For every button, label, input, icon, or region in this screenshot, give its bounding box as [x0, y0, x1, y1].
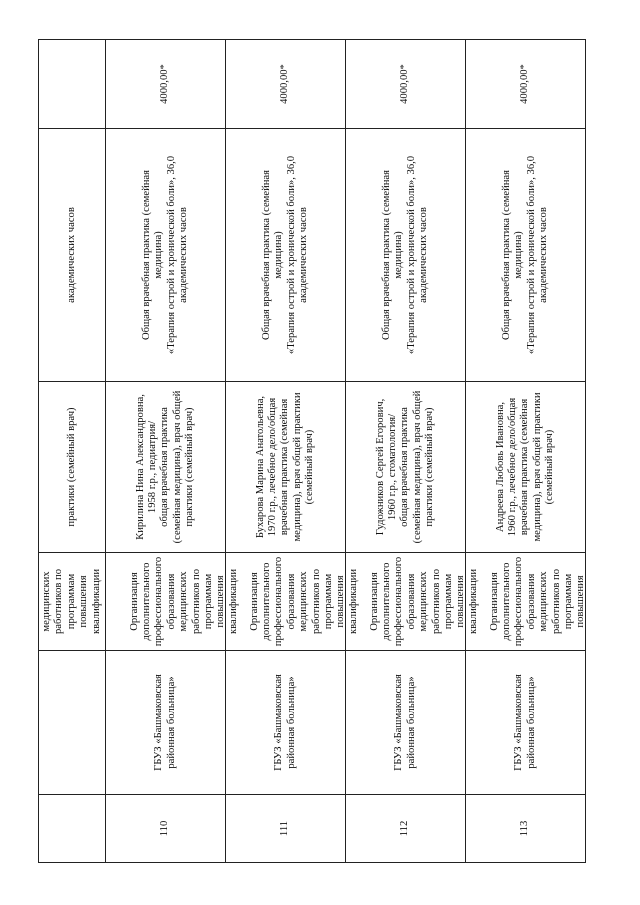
cont-specialist-text: практики (семейный врач) [65, 407, 77, 527]
specialist-line: врачебная практика (семейная [519, 398, 531, 536]
organization-line: работников по [550, 568, 562, 635]
organization-line: медицинских [298, 571, 310, 632]
organization-line: медицинских [418, 571, 430, 632]
organization-line: повышения [215, 575, 227, 628]
program-line: медицина) [513, 231, 525, 279]
specialist-line: общая врачебная практика [399, 407, 411, 527]
organization-line: повышения [335, 575, 347, 628]
organization-line: дополнительного [260, 562, 272, 641]
organization-text [128, 556, 239, 647]
organization-line: работников по [310, 568, 322, 635]
organization-text [248, 556, 359, 647]
organization-line: программам [202, 573, 214, 630]
organization-text [488, 556, 587, 647]
price-cell [226, 40, 346, 129]
cont-org-text [41, 556, 103, 647]
specialist-line: 1960 г.р., стоматология/ [386, 413, 398, 521]
program-cell [106, 129, 226, 382]
row-number-cell [466, 795, 586, 863]
row-number-cell [346, 795, 466, 863]
program-line: академических часов [537, 207, 549, 303]
specialist-line: Кирилина Нина Александровна, [134, 394, 146, 540]
cont-org-line: работников по [53, 568, 65, 635]
hospital-cell [466, 651, 586, 795]
program-cell [466, 129, 586, 382]
specialist-cell [106, 382, 226, 553]
table-row [106, 40, 226, 863]
row-number: 113 [519, 820, 531, 837]
organization-cell [106, 553, 239, 651]
hospital-name: ГБУЗ «Башмаковская районная больница» [153, 674, 177, 771]
cont-hospital-cell [39, 651, 106, 795]
specialist-cell [226, 382, 346, 553]
cont-org-line: медицинских [41, 571, 52, 632]
specialist-line: Андреева Любовь Ивановна, [494, 401, 506, 533]
specialist-line: 1960 г.р., лечебное дело/общая [506, 397, 518, 537]
organization-line: квалификации [467, 569, 479, 634]
specialist-line: медицина), врач общей практики [291, 392, 303, 542]
training-table [38, 39, 586, 863]
program-line: Общая врачебная практика (семейная [380, 170, 392, 341]
program-line: медицина) [153, 231, 165, 279]
organization-line: медицинских [178, 571, 190, 632]
program-line: медицина) [273, 231, 285, 279]
row-number: 112 [399, 820, 411, 837]
row-number: 111 [279, 820, 291, 837]
specialist-line: (семейная медицина), врач общей [171, 390, 183, 544]
specialist-line: 1970 г.р., лечебное дело/общая [266, 397, 278, 537]
organization-line: программам [442, 573, 454, 630]
specialist-cell [346, 382, 466, 553]
organization-line: повышения [455, 575, 467, 628]
organization-line: медицинских [538, 571, 550, 632]
hospital-name: ГБУЗ «Башмаковская районная больница» [393, 674, 417, 771]
organization-line: профессионального [513, 556, 525, 647]
hospital-cell [346, 651, 466, 795]
organization-line: профессионального [153, 556, 165, 647]
organization-line: работников по [190, 568, 202, 635]
organization-cell [226, 553, 359, 651]
organization-line: дополнительного [380, 562, 392, 641]
rotated-table-container [38, 40, 586, 863]
row-number: 110 [159, 820, 171, 837]
organization-line: образования [165, 573, 177, 630]
hospital-name: ГБУЗ «Башмаковская районная больница» [513, 674, 537, 771]
row-number-cell [226, 795, 346, 863]
cont-specialist-cell [39, 382, 106, 553]
cont-program-text: академических часов [65, 207, 77, 303]
hospital-name: ГБУЗ «Башмаковская районная больница» [273, 674, 297, 771]
cont-num-cell [39, 795, 106, 863]
price-cell [466, 40, 586, 129]
specialist-line: (семейная медицина), врач общей [411, 390, 423, 544]
cont-org-line: программам [65, 573, 77, 630]
specialist-line: Гудожников Сергей Егорович, [374, 398, 386, 536]
specialist-line: (семейный врач) [304, 429, 316, 505]
organization-line: программам [322, 573, 334, 630]
specialist-line: общая врачебная практика [159, 407, 171, 527]
price-value: 4000,00* [159, 64, 171, 104]
price-cell [346, 40, 466, 129]
cont-price-cell [39, 40, 106, 129]
price-value: 4000,00* [399, 64, 411, 104]
specialist-line: 1958 г.р., педиатрия/ [146, 420, 158, 514]
specialist-line: практики (семейный врач) [424, 407, 436, 527]
organization-line: профессионального [393, 556, 405, 647]
row-number-cell [106, 795, 226, 863]
program-line: «Терапия острой и хронической боли», 36,0 [165, 155, 177, 355]
price-value: 4000,00* [279, 64, 291, 104]
organization-line: образования [405, 573, 417, 630]
organization-line: повышения [575, 575, 587, 628]
program-cell [346, 129, 466, 382]
organization-line: дополнительного [500, 562, 512, 641]
organization-line: образования [285, 573, 297, 630]
cont-org-cell [39, 553, 106, 651]
program-cell [226, 129, 346, 382]
organization-text [368, 556, 479, 647]
organization-line: образования [525, 573, 537, 630]
hospital-cell [106, 651, 226, 795]
program-line: Общая врачебная практика (семейная [140, 170, 152, 341]
cont-org-line: квалификации [90, 569, 102, 634]
price-value: 4000,00* [519, 64, 531, 104]
specialist-line: врачебная практика (семейная [279, 398, 291, 536]
organization-line: профессионального [273, 556, 285, 647]
specialist-cell [466, 382, 586, 553]
table-row [226, 40, 346, 863]
organization-line: Организация [128, 572, 140, 631]
program-line: «Терапия острой и хронической боли», 36,0 [285, 155, 297, 355]
specialist-line: практики (семейный врач) [184, 407, 196, 527]
specialist-line: Бухарова Марина Анатольевна, [254, 395, 266, 539]
organization-line: Организация [488, 572, 500, 631]
organization-cell [346, 553, 479, 651]
organization-line: Организация [248, 572, 260, 631]
program-line: медицина) [393, 231, 405, 279]
program-line: академических часов [297, 207, 309, 303]
organization-line: работников по [430, 568, 442, 635]
program-line: Общая врачебная практика (семейная [260, 170, 272, 341]
table-row [466, 40, 586, 863]
program-line: Общая врачебная практика (семейная [500, 170, 512, 341]
program-line: «Терапия острой и хронической боли», 36,0 [525, 155, 537, 355]
table-row [346, 40, 466, 863]
price-cell [106, 40, 226, 129]
continuation-row [39, 40, 106, 863]
cont-program-cell [39, 129, 106, 382]
organization-line: дополнительного [140, 562, 152, 641]
organization-line: квалификации [347, 569, 359, 634]
specialist-line: медицина), врач общей практики [531, 392, 543, 542]
hospital-cell [226, 651, 346, 795]
program-line: академических часов [417, 207, 429, 303]
organization-cell [466, 553, 586, 651]
program-line: академических часов [177, 207, 189, 303]
organization-line: квалификации [227, 569, 239, 634]
cont-org-line: повышения [78, 575, 90, 628]
organization-line: Организация [368, 572, 380, 631]
organization-line: программам [562, 573, 574, 630]
specialist-line: (семейный врач) [544, 429, 556, 505]
program-line: «Терапия острой и хронической боли», 36,0 [405, 155, 417, 355]
